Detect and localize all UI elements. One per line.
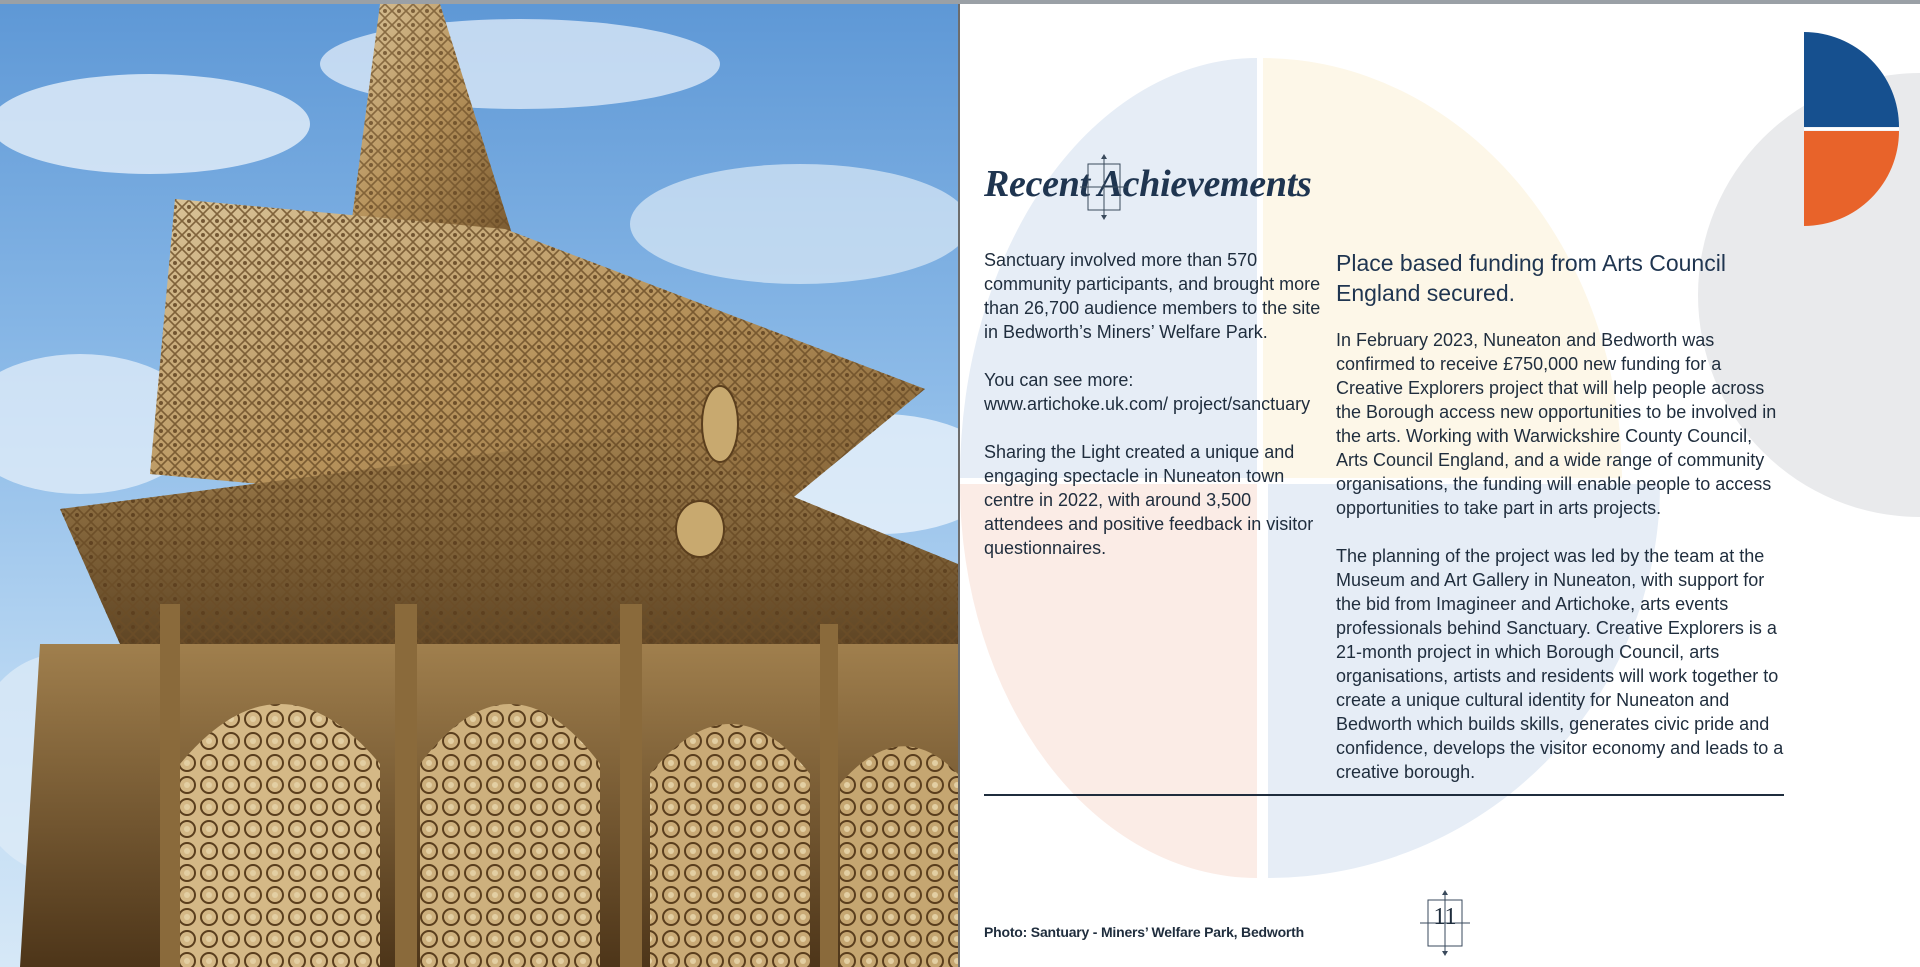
achievements-right-column <box>1336 248 1788 808</box>
photo-caption: Photo: Santuary - Miners’ Welfare Park, Bedworth <box>984 924 1304 940</box>
achievements-left-column <box>984 248 1322 584</box>
sanctuary-link-paragraph: You can see more: www.artichoke.uk.com/ project/sanctuary <box>984 370 1311 414</box>
page-number: 11 <box>1433 904 1457 930</box>
crop-marks-icon <box>1080 154 1128 220</box>
funding-heading: Place based funding from Arts Council England secured. <box>1336 250 1726 306</box>
sanctuary-photo <box>0 4 958 967</box>
section-divider <box>984 794 1784 796</box>
right-page <box>960 4 1920 967</box>
page-title: Recent Achievements <box>984 163 1312 205</box>
page-number-block <box>1418 890 1472 956</box>
funding-paragraph-1: In February 2023, Nuneaton and Bedworth was confirmed to receive £750,000 new funding for a Creative Explorers project that will help people across the Borough access new opportunities to be involved in the arts. Working with Warwickshire County Council, Arts Council England, and a wide range of community organisations, the funding will enable people to access opportunities to take part in arts projects. <box>1336 330 1777 518</box>
sharing-the-light-paragraph: Sharing the Light created a unique and engaging spectacle in Nuneaton town centre in 2022, with around 3,500 attendees and positive feedback in visitor questionnaires. <box>984 442 1314 558</box>
funding-paragraph-2: The planning of the project was led by the team at the Museum and Art Gallery in Nuneaton, with support for the bid from Imagineer and Artichoke, arts events professionals behind Sanctuary. Creative Explorers is a 21-month project in which Borough Council, arts organisations, artists and residents will work together to create a unique cultural identity for Nuneaton and Bedworth which builds skills, generates civic pride and confidence, develops the visitor economy and leads to a creative borough. <box>1336 546 1784 782</box>
sanctuary-tower-illustration <box>0 4 958 967</box>
sanctuary-paragraph: Sanctuary involved more than 570 community participants, and brought more than 26,700 audience members to the site in Bedworth’s Miners’ Welfare Park. <box>984 250 1321 342</box>
